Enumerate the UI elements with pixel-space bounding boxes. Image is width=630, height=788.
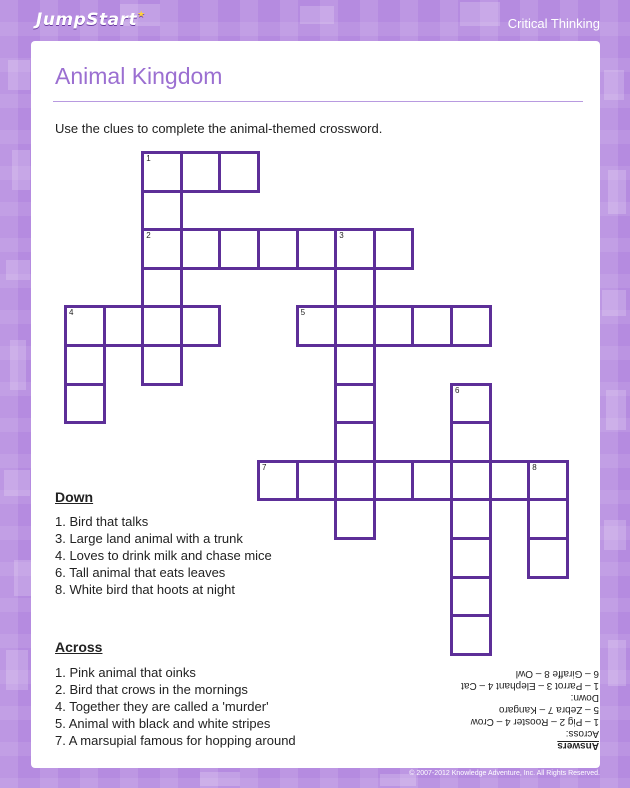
clue-number: 4 xyxy=(69,308,74,318)
divider xyxy=(53,101,583,102)
clue-across-5: 5. Animal with black and white stripes xyxy=(55,716,271,731)
crossword-cell[interactable] xyxy=(527,537,569,579)
crossword-cell[interactable] xyxy=(450,614,492,656)
answers-heading: Answers xyxy=(557,740,599,751)
clue-down-4: 4. Loves to drink milk and chase mice xyxy=(55,548,272,563)
crossword-cell[interactable] xyxy=(411,460,453,502)
jumpstart-logo[interactable]: JumpStart★ xyxy=(36,10,146,30)
crossword-cell[interactable] xyxy=(257,460,299,502)
crossword-cell[interactable] xyxy=(64,305,106,347)
clue-across-7: 7. A marsupial famous for hopping around xyxy=(55,733,296,748)
crossword-cell[interactable] xyxy=(257,228,299,270)
crossword-cell[interactable] xyxy=(64,383,106,425)
background-tile xyxy=(604,70,624,100)
background-tile xyxy=(8,60,30,90)
background-tile xyxy=(4,470,30,496)
crossword-cell[interactable] xyxy=(527,460,569,502)
clue-down-3: 3. Large land animal with a trunk xyxy=(55,531,243,546)
answers-across-line: 1 – Pig 2 – Rooster 4 – Crow xyxy=(470,716,599,727)
crossword-cell[interactable] xyxy=(141,344,183,386)
crossword-cell[interactable] xyxy=(373,228,415,270)
crossword-cell[interactable] xyxy=(141,305,183,347)
crossword-cell[interactable] xyxy=(296,228,338,270)
crossword-cell[interactable] xyxy=(373,460,415,502)
background-tile xyxy=(6,260,30,280)
crossword-cell[interactable] xyxy=(141,151,183,193)
crossword-cell[interactable] xyxy=(334,267,376,309)
background-tile xyxy=(608,640,626,686)
crossword-cell[interactable] xyxy=(334,421,376,463)
crossword-cell[interactable] xyxy=(450,498,492,540)
clue-across-2: 2. Bird that crows in the mornings xyxy=(55,682,248,697)
crossword-cell[interactable] xyxy=(527,498,569,540)
background-tile xyxy=(12,150,30,190)
clue-number: 5 xyxy=(300,308,306,318)
crossword-cell[interactable] xyxy=(334,344,376,386)
crossword-cell[interactable] xyxy=(180,305,222,347)
clue-number: 6 xyxy=(455,385,460,395)
background-tile xyxy=(608,170,626,214)
clue-number: 7 xyxy=(262,462,267,472)
clue-down-6: 6. Tall animal that eats leaves xyxy=(55,565,226,580)
clue-number: 1 xyxy=(146,154,151,163)
copyright: © 2007-2012 Knowledge Adventure, Inc. All Rights Reserved. xyxy=(409,770,600,777)
clue-across-4: 4. Together they are called a 'murder' xyxy=(55,699,269,714)
crossword-cell[interactable] xyxy=(373,305,415,347)
crossword-cell[interactable] xyxy=(411,305,453,347)
answers-down-line: 6 – Giraffe 8 – Owl xyxy=(515,668,599,679)
background-tile xyxy=(606,390,626,430)
clue-across-1: 1. Pink animal that oinks xyxy=(55,665,196,680)
crossword-cell[interactable] xyxy=(296,460,338,502)
crossword-cell[interactable] xyxy=(218,228,260,270)
clue-number: 8 xyxy=(532,462,537,472)
background-tile xyxy=(14,560,32,596)
answers-across-label: Across: xyxy=(565,728,599,739)
crossword-cell[interactable] xyxy=(334,498,376,540)
clue-number: 3 xyxy=(339,231,344,241)
worksheet xyxy=(31,41,600,768)
crossword-cell[interactable] xyxy=(489,460,531,502)
crossword-cell[interactable] xyxy=(141,228,183,270)
crossword-cell[interactable] xyxy=(450,421,492,463)
background-tile xyxy=(200,772,240,786)
crossword-cell[interactable] xyxy=(141,267,183,309)
background-tile xyxy=(604,520,626,550)
instructions: Use the clues to complete the animal-themed crossword. xyxy=(55,121,383,136)
crossword-cell[interactable] xyxy=(450,383,492,425)
answers-down-line: 1 – Parrot 3 – Elephant 4 – Cat xyxy=(461,680,599,691)
clue-down-8: 8. White bird that hoots at night xyxy=(55,582,235,597)
answers-down-label: Down: xyxy=(570,692,599,703)
down-clues xyxy=(55,513,272,598)
background-tile xyxy=(602,290,626,316)
crossword-cell[interactable] xyxy=(450,537,492,579)
crossword-cell[interactable] xyxy=(334,305,376,347)
answers-across-line: 5 – Zebra 7 – Kangaro xyxy=(498,704,599,715)
clue-down-1: 1. Bird that talks xyxy=(55,514,149,529)
crossword-cell[interactable] xyxy=(450,576,492,618)
crossword-cell[interactable] xyxy=(334,383,376,425)
star-icon: ★ xyxy=(137,10,146,20)
header xyxy=(0,0,630,40)
down-heading: Down xyxy=(55,489,94,505)
crossword-cell[interactable] xyxy=(296,305,338,347)
crossword-cell[interactable] xyxy=(218,151,260,193)
background-tile xyxy=(10,340,26,390)
section-label: Critical Thinking xyxy=(507,16,600,31)
page-title: Animal Kingdom xyxy=(55,63,223,89)
crossword-cell[interactable] xyxy=(450,305,492,347)
crossword-cell[interactable] xyxy=(334,228,376,270)
crossword-cell[interactable] xyxy=(180,228,222,270)
across-heading: Across xyxy=(55,639,103,655)
crossword-cell[interactable] xyxy=(103,305,145,347)
answer-key xyxy=(429,661,599,751)
clue-number: 2 xyxy=(146,231,151,241)
crossword-cell[interactable] xyxy=(141,190,183,232)
crossword-cell[interactable] xyxy=(450,460,492,502)
crossword-cell[interactable] xyxy=(334,460,376,502)
background-tile xyxy=(6,650,28,690)
crossword-cell[interactable] xyxy=(64,344,106,386)
across-clues xyxy=(55,664,296,749)
crossword-cell[interactable] xyxy=(180,151,222,193)
